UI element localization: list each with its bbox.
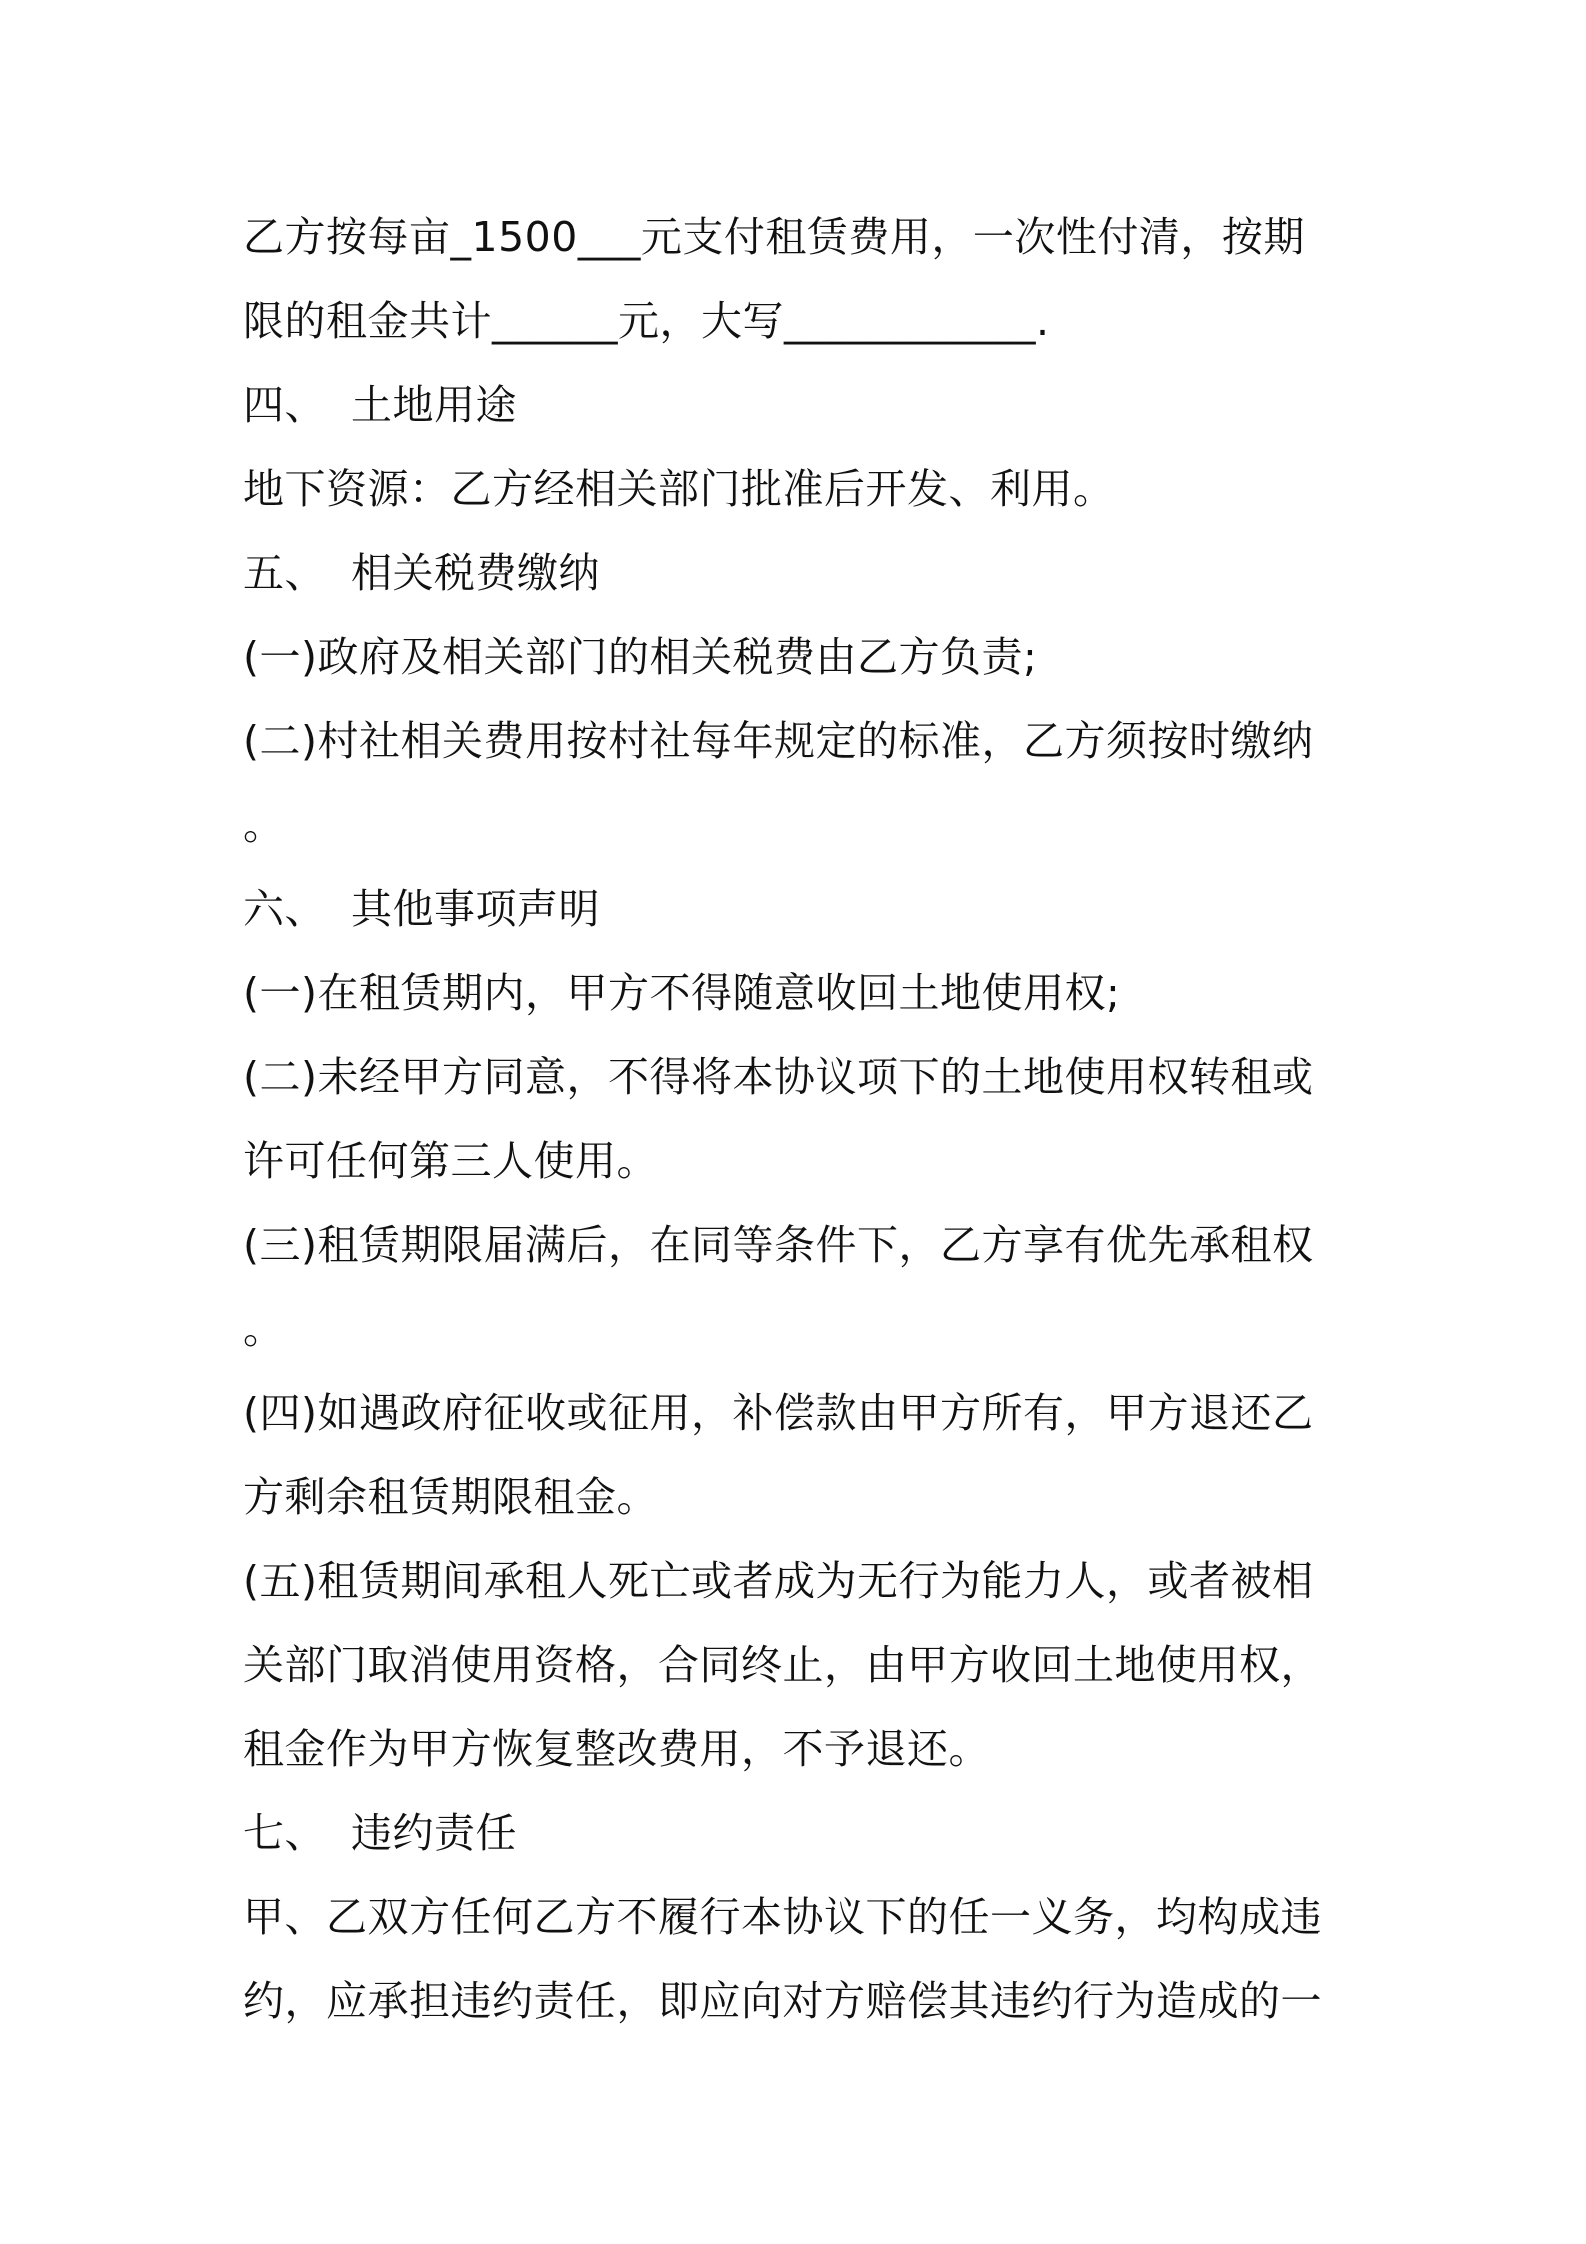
section-heading: [243, 363, 1368, 447]
text-line: 限的租金共计______元，大写____________.: [243, 297, 1050, 345]
text-line: 甲、乙双方任何乙方不履行本协议下的任一义务，均构成违: [243, 1893, 1322, 1941]
section-heading: [243, 867, 1368, 951]
section-number: 四、: [243, 381, 326, 429]
section-number: 五、: [243, 549, 326, 597]
text-line: 许可任何第三人使用。: [243, 1137, 658, 1185]
text-line: 方剩余租赁期限租金。: [243, 1473, 658, 1521]
text-line: 地下资源：乙方经相关部门批准后开发、利用。: [243, 465, 1115, 513]
section-title: 违约责任: [351, 1809, 517, 1857]
section-number: 六、: [243, 885, 326, 933]
text-line: 。: [243, 801, 285, 849]
text-line: 乙方按每亩_1500___元支付租赁费用，一次性付清，按期: [243, 213, 1305, 261]
section-title: 相关税费缴纳: [351, 549, 600, 597]
text-line: (二)村社相关费用按村社每年规定的标准，乙方须按时缴纳: [243, 717, 1314, 765]
text-line: (五)租赁期间承租人死亡或者成为无行为能力人，或者被相: [243, 1557, 1314, 1605]
section-title: 其他事项声明: [351, 885, 600, 933]
text-line: 关部门取消使用资格，合同终止，由甲方收回土地使用权，: [243, 1641, 1322, 1689]
text-line: (三)租赁期限届满后，在同等条件下，乙方享有优先承租权: [243, 1221, 1314, 1269]
text-line: (四)如遇政府征收或征用，补偿款由甲方所有，甲方退还乙: [243, 1389, 1314, 1437]
section-heading: [243, 1791, 1368, 1875]
text-line: (二)未经甲方同意，不得将本协议项下的土地使用权转租或: [243, 1053, 1314, 1101]
text-line: (一)政府及相关部门的相关税费由乙方负责;: [243, 633, 1038, 681]
section-number: 七、: [243, 1809, 326, 1857]
text-line: 约，应承担违约责任，即应向对方赔偿其违约行为造成的一: [243, 1977, 1322, 2025]
text-line: (一)在租赁期内，甲方不得随意收回土地使用权;: [243, 969, 1121, 1017]
document-body: [243, 195, 1368, 2043]
text-line: 。: [243, 1305, 285, 1353]
text-line: 租金作为甲方恢复整改费用，不予退还。: [243, 1725, 990, 1773]
section-title: 土地用途: [351, 381, 517, 429]
section-heading: [243, 531, 1368, 615]
